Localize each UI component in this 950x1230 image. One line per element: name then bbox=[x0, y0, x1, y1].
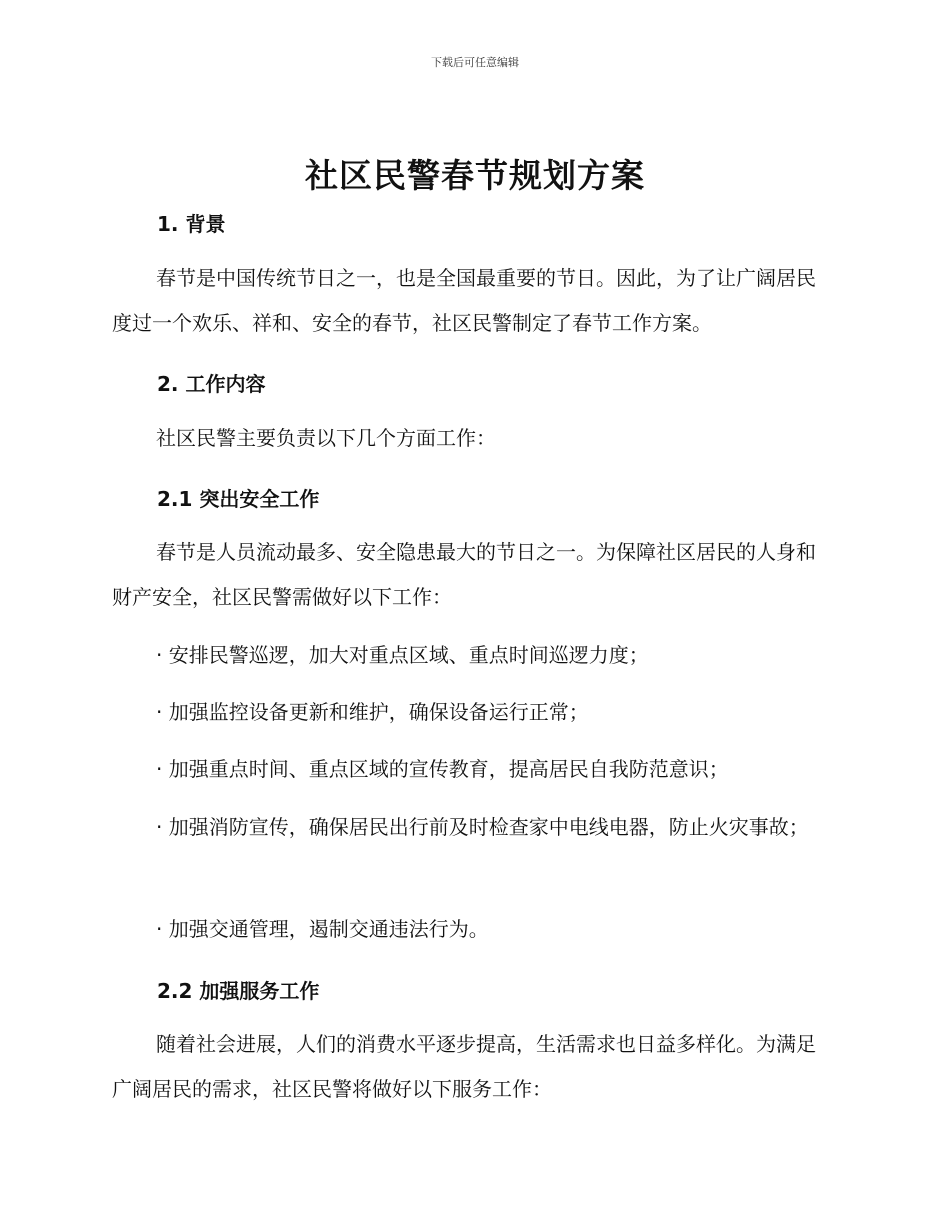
bullet-item: · 安排民警巡逻，加大对重点区域、重点时间巡逻力度； bbox=[156, 643, 649, 667]
header-note: 下载后可任意编辑 bbox=[431, 56, 519, 69]
heading-background: 1. 背景 bbox=[157, 212, 226, 236]
paragraph-background: 春节是中国传统节日之一，也是全国最重要的节日。因此，为了让广阔居民度过一个欢乐、祥和、安全的春节，社区民警制定了春节工作方案。 bbox=[112, 266, 816, 335]
paragraph-safety: 春节是人员流动最多、安全隐患最大的节日之一。为保障社区居民的人身和财产安全，社区民警需做好以下工作： bbox=[112, 540, 816, 609]
paragraph-work-content: 社区民警主要负责以下几个方面工作： bbox=[156, 426, 496, 450]
heading-work-content: 2. 工作内容 bbox=[157, 372, 266, 396]
bullet-item: · 加强重点时间、重点区域的宣传教育，提高居民自我防范意识； bbox=[156, 757, 729, 781]
document-title: 社区民警春节规划方案 bbox=[305, 156, 645, 195]
bullet-item: · 加强监控设备更新和维护，确保设备运行正常； bbox=[156, 700, 589, 724]
bullet-item: · 加强消防宣传，确保居民出行前及时检查家中电线电器，防止火灾事故； bbox=[156, 815, 809, 839]
heading-service: 2.2 加强服务工作 bbox=[157, 979, 320, 1003]
bullet-item: · 加强交通管理，遏制交通违法行为。 bbox=[156, 917, 489, 941]
paragraph-service: 随着社会进展，人们的消费水平逐步提高，生活需求也日益多样化。为满足广阔居民的需求，社区民警将做好以下服务工作： bbox=[112, 1032, 816, 1101]
heading-safety: 2.1 突出安全工作 bbox=[157, 487, 320, 511]
